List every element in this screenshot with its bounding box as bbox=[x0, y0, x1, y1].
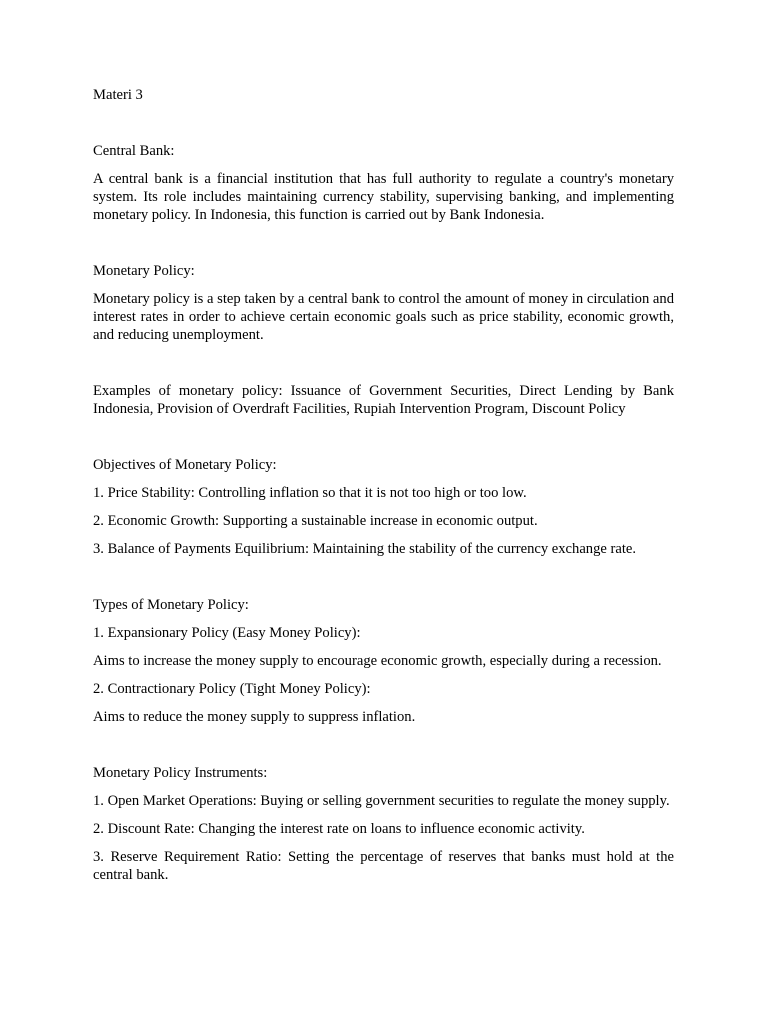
type-item-2-body: Aims to reduce the money supply to suppress inflation. bbox=[93, 709, 416, 725]
monetary-policy-heading: Monetary Policy: bbox=[93, 263, 195, 279]
instrument-item-1: 1. Open Market Operations: Buying or selling government securities to regulate the money supply. bbox=[93, 793, 670, 809]
objectives-heading: Objectives of Monetary Policy: bbox=[93, 457, 277, 473]
document-page bbox=[93, 86, 674, 884]
examples-paragraph: Examples of monetary policy: Issuance of Government Securities, Direct Lending by Bank Indonesia, Provision of Overdraft Facilities, Rupiah Intervention Program, Discount Policy bbox=[93, 383, 674, 417]
objective-item-3: 3. Balance of Payments Equilibrium: Maintaining the stability of the currency exchange rate. bbox=[93, 541, 637, 557]
objective-item-1: 1. Price Stability: Controlling inflation so that it is not too high or too low. bbox=[93, 485, 527, 501]
instruments-heading: Monetary Policy Instruments: bbox=[93, 765, 268, 781]
central-bank-heading: Central Bank: bbox=[93, 143, 175, 159]
document-title: Materi 3 bbox=[93, 87, 143, 103]
type-item-2-title: 2. Contractionary Policy (Tight Money Policy): bbox=[93, 681, 371, 697]
monetary-policy-paragraph: Monetary policy is a step taken by a central bank to control the amount of money in circulation and interest rates in order to achieve certain economic goals such as price stability, economic growth, and reducing unemployment. bbox=[93, 291, 674, 343]
types-heading: Types of Monetary Policy: bbox=[93, 597, 249, 613]
objective-item-2: 2. Economic Growth: Supporting a sustainable increase in economic output. bbox=[93, 513, 538, 529]
type-item-1-body: Aims to increase the money supply to encourage economic growth, especially during a recession. bbox=[93, 653, 662, 669]
central-bank-paragraph: A central bank is a financial institution that has full authority to regulate a country's monetary system. Its role includes maintaining currency stability, supervising banking, and implementing monetary policy. In Indonesia, this function is carried out by Bank Indonesia. bbox=[93, 171, 674, 223]
instrument-item-2: 2. Discount Rate: Changing the interest rate on loans to influence economic activity. bbox=[93, 821, 585, 837]
type-item-1-title: 1. Expansionary Policy (Easy Money Policy): bbox=[93, 625, 361, 641]
instrument-item-3: 3. Reserve Requirement Ratio: Setting the percentage of reserves that banks must hold at the central bank. bbox=[93, 849, 674, 883]
